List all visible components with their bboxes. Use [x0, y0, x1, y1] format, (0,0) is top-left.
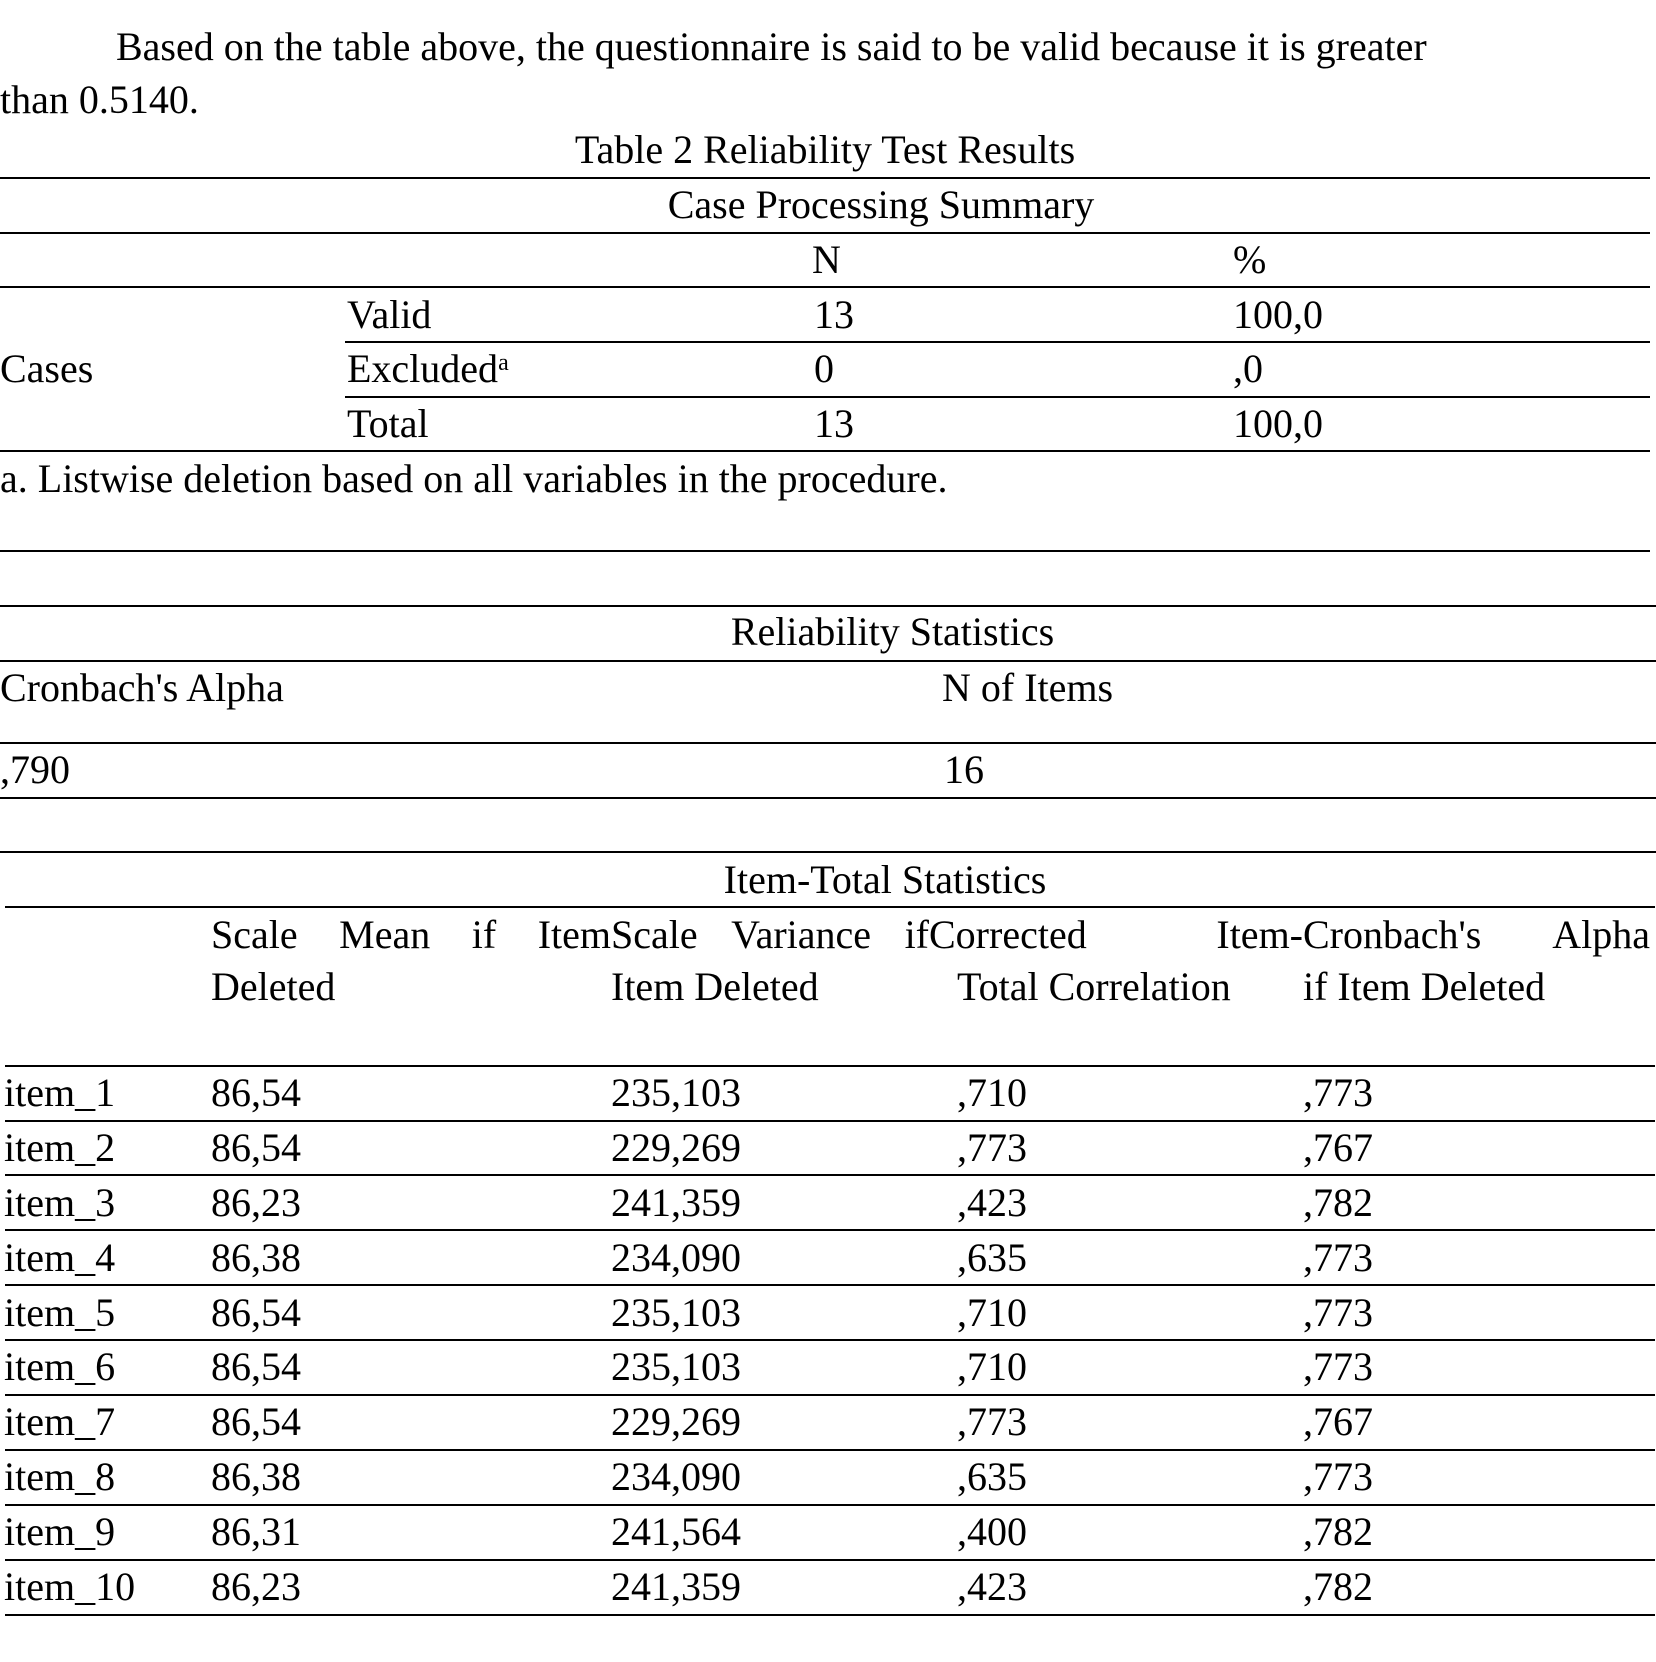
table-cell-corr: ,635 [957, 1454, 1027, 1499]
table-cell-item: item_4 [4, 1235, 116, 1280]
divider [345, 396, 1650, 398]
divider [0, 660, 1656, 662]
case-row-label: Excluded$^a$ [347, 346, 509, 391]
intro-line-1: Based on the table above, the questionnaire is said to be valid because it is greater [116, 24, 1427, 69]
intro-line-2: than 0.5140. [0, 77, 199, 122]
header-alpha-deleted-l2: if Item Deleted [1303, 964, 1546, 1009]
table-cell-item: item_7 [4, 1399, 116, 1444]
table-cell-mean: 86,23 [211, 1564, 301, 1609]
table-cell-alpha: ,773 [1303, 1290, 1373, 1335]
table-cell-item: item_5 [4, 1290, 116, 1335]
divider [345, 341, 1650, 343]
table-cell-mean: 86,38 [211, 1454, 301, 1499]
table-cell-item: item_10 [4, 1564, 136, 1609]
case-row-n: 13 [814, 401, 854, 446]
divider [5, 1065, 1655, 1067]
table-cell-mean: 86,54 [211, 1344, 301, 1389]
table-cell-variance: 234,090 [611, 1454, 741, 1499]
table-cell-corr: ,773 [957, 1125, 1027, 1170]
table-cell-corr: ,710 [957, 1344, 1027, 1389]
table-cell-corr: ,400 [957, 1509, 1027, 1554]
table-cell-corr: ,773 [957, 1399, 1027, 1444]
case-col-n: N [812, 237, 841, 282]
divider [0, 286, 1650, 288]
table-cell-item: item_6 [4, 1344, 116, 1389]
table-cell-variance: 234,090 [611, 1235, 741, 1280]
case-row-n: 13 [814, 292, 854, 337]
table-cell-variance: 241,359 [611, 1180, 741, 1225]
header-scale-mean: Scale Mean if Item [211, 912, 611, 957]
table-cell-alpha: ,773 [1303, 1454, 1373, 1499]
divider [5, 1504, 1655, 1506]
divider [0, 232, 1650, 234]
table-cell-item: item_2 [4, 1125, 116, 1170]
table-cell-alpha: ,773 [1303, 1070, 1373, 1115]
table-cell-mean: 86,38 [211, 1235, 301, 1280]
table-cell-item: item_3 [4, 1180, 116, 1225]
case-row-label: Total [347, 401, 429, 446]
case-col-pct: % [1233, 237, 1267, 282]
table-cell-variance: 241,359 [611, 1564, 741, 1609]
table-caption: Table 2 Reliability Test Results [574, 127, 1076, 172]
table-cell-variance: 241,564 [611, 1509, 741, 1554]
divider [5, 1284, 1655, 1286]
divider [0, 550, 1650, 552]
divider [5, 1394, 1655, 1396]
case-row-pct: 100,0 [1233, 292, 1323, 337]
table-cell-item: item_1 [4, 1070, 116, 1115]
table-cell-alpha: ,782 [1303, 1180, 1373, 1225]
header-corrected-corr: Corrected Item- [929, 912, 1303, 957]
header-scale-variance-l2: Item Deleted [611, 964, 819, 1009]
divider [0, 851, 1656, 853]
divider [5, 1614, 1655, 1616]
divider [5, 1339, 1655, 1341]
reliability-items-value: 16 [944, 747, 984, 792]
table-cell-variance: 229,269 [611, 1399, 741, 1444]
divider [0, 605, 1656, 607]
table-cell-mean: 86,54 [211, 1125, 301, 1170]
case-row-pct: ,0 [1233, 346, 1263, 391]
table-cell-variance: 235,103 [611, 1070, 741, 1115]
header-corrected-corr-l2: Total Correlation [957, 964, 1231, 1009]
table-cell-variance: 229,269 [611, 1125, 741, 1170]
table-cell-alpha: ,767 [1303, 1399, 1373, 1444]
table-cell-mean: 86,31 [211, 1509, 301, 1554]
table-cell-alpha: ,782 [1303, 1564, 1373, 1609]
table-cell-mean: 86,54 [211, 1290, 301, 1335]
case-row-pct: 100,0 [1233, 401, 1323, 446]
table-cell-mean: 86,54 [211, 1070, 301, 1115]
table-cell-item: item_9 [4, 1509, 116, 1554]
table-cell-variance: 235,103 [611, 1344, 741, 1389]
header-scale-variance: Scale Variance if [611, 912, 929, 957]
table-cell-variance: 235,103 [611, 1290, 741, 1335]
divider [5, 1559, 1655, 1561]
divider [5, 1449, 1655, 1451]
divider [5, 1174, 1655, 1176]
item-total-title: Item-Total Statistics [723, 857, 1047, 902]
table-cell-alpha: ,773 [1303, 1344, 1373, 1389]
divider [0, 177, 1650, 179]
divider [0, 742, 1656, 744]
reliability-title: Reliability Statistics [730, 609, 1055, 654]
case-row-group: Cases [0, 346, 94, 391]
case-row-label: Valid [347, 292, 432, 337]
table-cell-corr: ,635 [957, 1235, 1027, 1280]
divider [5, 1229, 1655, 1231]
reliability-alpha-value: ,790 [0, 747, 70, 792]
table-cell-item: item_8 [4, 1454, 116, 1499]
header-scale-mean-l2: Deleted [211, 964, 336, 1009]
divider [5, 1120, 1655, 1122]
reliability-col-items: N of Items [942, 665, 1114, 710]
case-row-n: 0 [814, 346, 834, 391]
table-cell-corr: ,710 [957, 1070, 1027, 1115]
table-cell-alpha: ,767 [1303, 1125, 1373, 1170]
table-cell-mean: 86,54 [211, 1399, 301, 1444]
table-cell-corr: ,423 [957, 1180, 1027, 1225]
reliability-col-alpha: Cronbach's Alpha [0, 665, 284, 710]
divider [0, 797, 1656, 799]
case-footnote: a. Listwise deletion based on all variables in the procedure. [0, 456, 948, 501]
footnote-marker: a [498, 350, 509, 376]
divider [5, 906, 1655, 908]
header-alpha-deleted: Cronbach's Alpha [1303, 912, 1650, 957]
table-cell-mean: 86,23 [211, 1180, 301, 1225]
table-cell-corr: ,423 [957, 1564, 1027, 1609]
table-cell-alpha: ,782 [1303, 1509, 1373, 1554]
table-cell-alpha: ,773 [1303, 1235, 1373, 1280]
divider [0, 450, 1650, 452]
case-summary-title: Case Processing Summary [667, 182, 1095, 227]
table-cell-corr: ,710 [957, 1290, 1027, 1335]
